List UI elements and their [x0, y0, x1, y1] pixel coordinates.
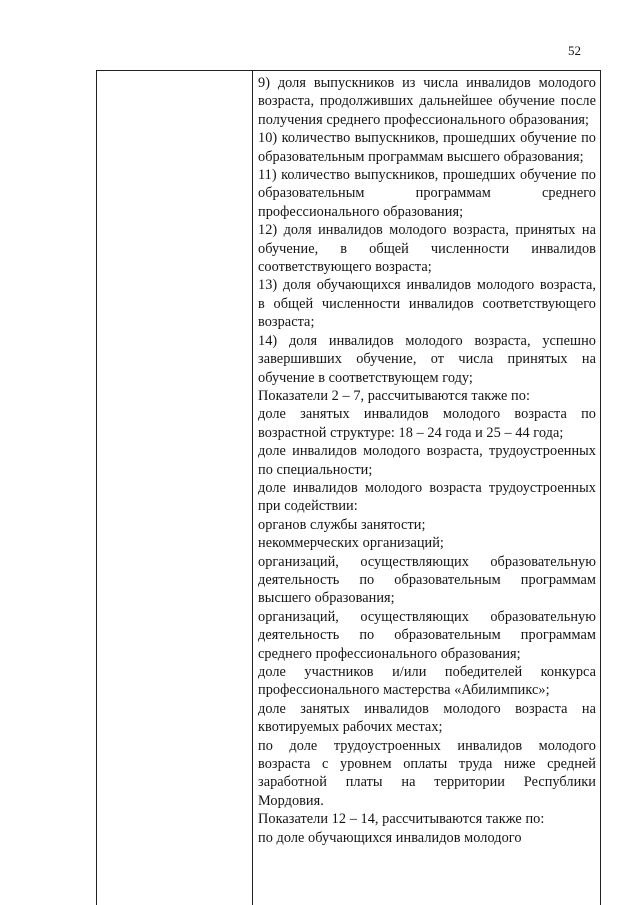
document-table — [96, 70, 601, 905]
paragraph-list — [258, 74, 596, 847]
paragraph: 14) доля инвалидов молодого возраста, успешно завершивших обучение, от числа принятых на обучение в соответствующем году; — [258, 332, 596, 386]
paragraph: 10) количество выпускников, прошедших обучение по образовательным программам высшего образования; — [258, 130, 596, 165]
table-row — [97, 71, 601, 905]
page-number: 52 — [568, 43, 581, 58]
content-cell — [253, 71, 601, 905]
paragraph: организаций, осуществляющих образовательную деятельность по образовательным программам высшего образования; — [258, 553, 596, 607]
paragraph: организаций, осуществляющих образовательную деятельность по образовательным программам среднего профессионального образования; — [258, 608, 596, 662]
paragraph: органов службы занятости; — [258, 516, 426, 533]
paragraph: доле занятых инвалидов молодого возраста по возрастной структуре: 18 – 24 года и 25 – 44 года; — [258, 406, 596, 441]
paragraph: доле инвалидов молодого возраста, трудоустроенных по специальности; — [258, 443, 596, 478]
paragraph: Показатели 2 – 7, рассчитываются также по: — [258, 387, 530, 404]
paragraph: по доле обучающихся инвалидов молодого — [258, 829, 522, 846]
paragraph: 9) доля выпускников из числа инвалидов молодого возраста, продолживших дальнейшее обучение после получения среднего профессионального образования; — [258, 75, 596, 128]
paragraph: доле занятых инвалидов молодого возраста на квотируемых рабочих местах; — [258, 700, 596, 736]
paragraph: доле инвалидов молодого возраста трудоустроенных при содействии: — [258, 479, 596, 515]
paragraph: доле участников и/или победителей конкурса профессионального мастерства «Абилимпикс»; — [258, 664, 596, 699]
left-empty-cell — [97, 71, 253, 905]
paragraph: по доле трудоустроенных инвалидов молодого возраста с уровнем оплаты труда ниже средней заработной платы на территории Республики Мордовия. — [258, 737, 596, 809]
paragraph: 12) доля инвалидов молодого возраста, принятых на обучение, в общей численности инвалидов соответствующего возраста; — [258, 222, 596, 276]
paragraph: некоммерческих организаций; — [258, 535, 444, 552]
paragraph: Показатели 12 – 14, рассчитываются также по: — [258, 811, 545, 828]
paragraph: 13) доля обучающихся инвалидов молодого возраста, в общей численности инвалидов соответствующего возраста; — [258, 277, 596, 331]
paragraph: 11) количество выпускников, прошедших обучение по образовательным программам среднего профессионального образования; — [258, 167, 596, 220]
